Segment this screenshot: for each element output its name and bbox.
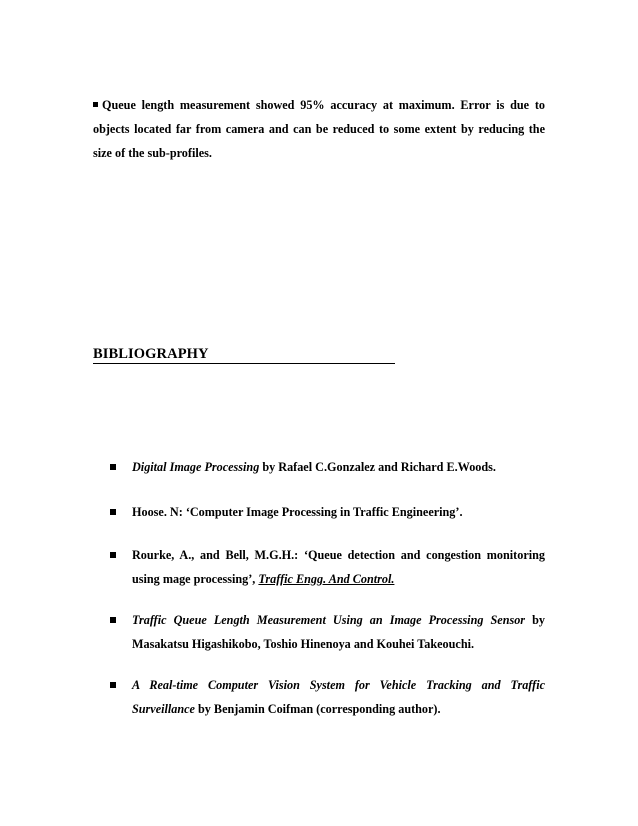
square-bullet-icon — [110, 552, 116, 558]
bibliography-item-text — [132, 673, 545, 721]
intro-text: Queue length measurement showed 95% accuracy at maximum. Error is due to objects located far from camera and can be reduced to some extent by reducing the size of the sub-profiles. — [93, 98, 545, 160]
bibliography-item-text — [132, 608, 545, 656]
book-title: Digital Image Processing — [132, 460, 260, 474]
bibliography-item-text: Hoose. N: ‘Computer Image Processing in Traffic Engineering’. — [132, 505, 463, 519]
intro-paragraph — [93, 93, 545, 165]
authors: by Benjamin Coifman (corresponding author). — [194, 702, 441, 716]
bibliography-heading-text: BIBLIOGRAPHY — [93, 346, 209, 362]
authors: by Masakatsu Higashikobo, Toshio Hinenoya and Kouhei Takeouchi. — [132, 613, 545, 651]
square-bullet-icon — [110, 682, 116, 688]
bibliography-heading — [93, 344, 395, 364]
square-bullet-icon — [110, 464, 116, 470]
bibliography-item-text — [132, 455, 545, 479]
bibliography-item-text — [132, 543, 545, 591]
square-bullet-icon — [93, 102, 98, 107]
paper-title: Traffic Queue Length Measurement Using an Image Processing Sensor — [132, 613, 526, 627]
citation-lead: Rourke, A., and Bell, M.G.H.: ‘Queue detection and congestion monitoring using mage processing’, — [132, 548, 545, 586]
paper-title: A Real-time Computer Vision System for Vehicle Tracking and Traffic Surveillance — [132, 678, 545, 716]
authors: by Rafael C.Gonzalez and Richard E.Woods. — [259, 460, 496, 474]
square-bullet-icon — [110, 617, 116, 623]
journal-title: Traffic Engg. And Control. — [258, 572, 395, 586]
square-bullet-icon — [110, 509, 116, 515]
